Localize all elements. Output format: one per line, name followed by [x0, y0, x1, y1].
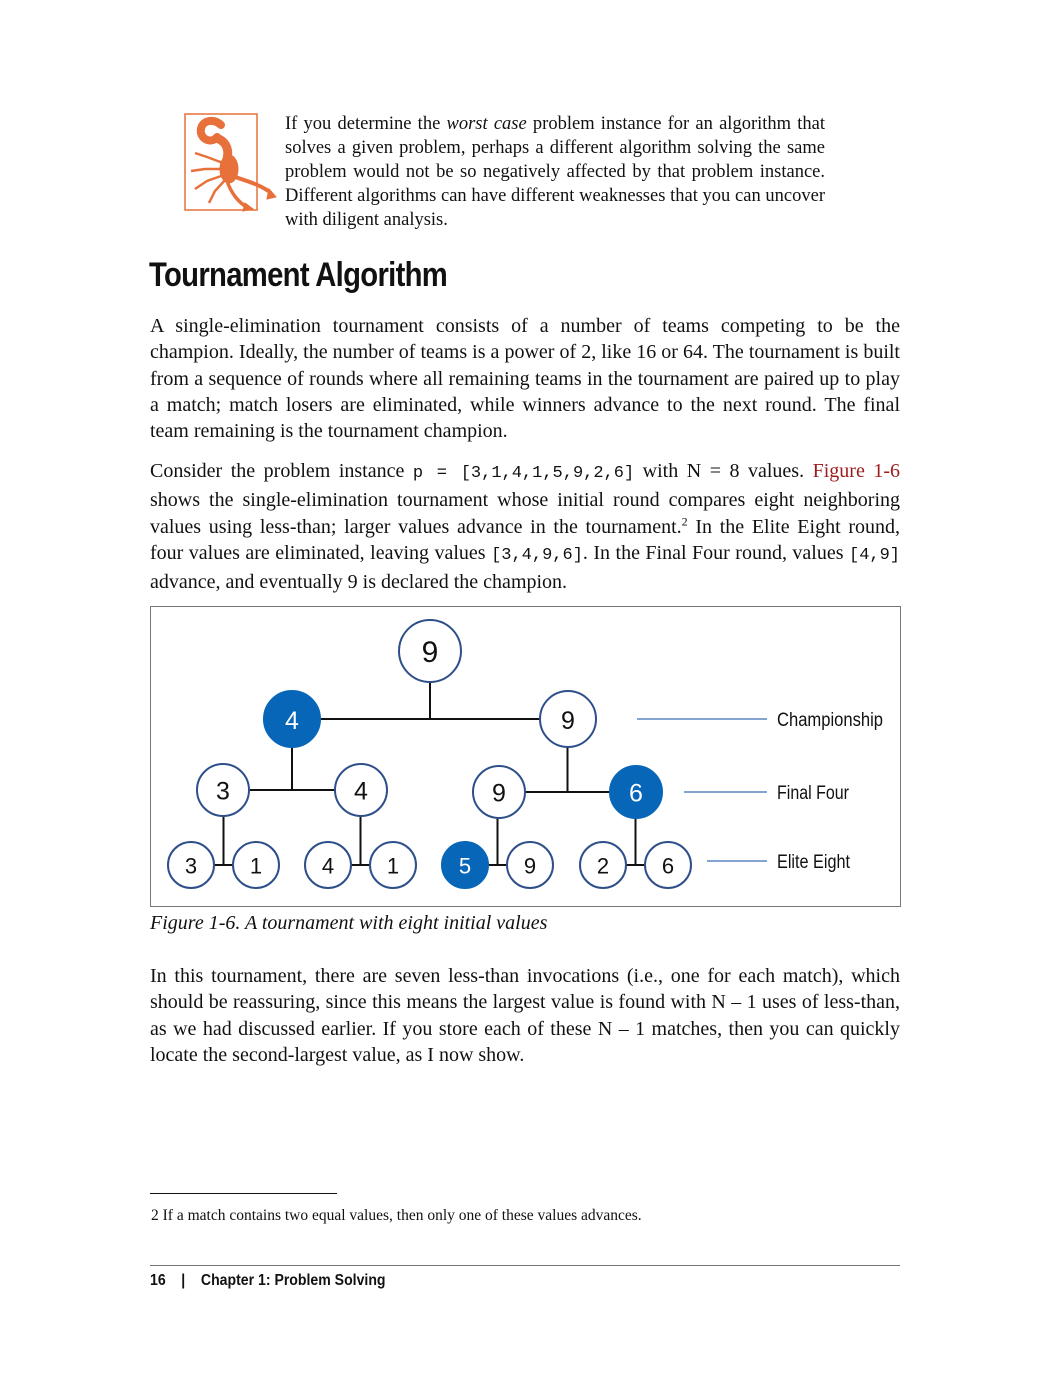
page-footer: 16 | Chapter 1: Problem Solving	[150, 1272, 386, 1289]
node-value: 1	[249, 853, 263, 879]
text-segment: shows the single-elimination tournament whose initial round compares eight neighboring values using less-than; larger values advance in the tournament.	[150, 489, 900, 538]
round-label: Final Four	[777, 783, 850, 804]
node-value: 9	[421, 636, 439, 670]
node-value: 2	[596, 853, 610, 879]
tree-node	[335, 764, 387, 816]
section-heading: Tournament Algorithm	[149, 256, 448, 294]
tree-node	[305, 842, 351, 888]
note-text-segment: problem instance for an algorithm that solves a given problem, perhaps a different algorithm solving the same problem would not be so negatively affected by that problem instance. Different algorithms can have different weaknesses that you can uncover with diligent analysis.	[285, 114, 825, 230]
code-text: p = [3,1,4,1,5,9,2,6]	[412, 464, 635, 483]
round-label: Elite Eight	[777, 852, 851, 873]
tree-node	[580, 842, 626, 888]
node-value: 1	[386, 853, 400, 879]
paragraph-conclusion: In this tournament, there are seven less-than invocations (i.e., one for each match), which should be reassuring, since this means the largest value is found with N – 1 uses of less-than, as we had discussed earlier. If you store each of these N – 1 matches, then you can quickly locate the second-largest value, as I now show.	[150, 965, 900, 1066]
tree-node	[370, 842, 416, 888]
text-segment: . In the Final Four round, values	[582, 541, 849, 564]
node-value: 4	[354, 777, 368, 806]
node-value: 5	[458, 853, 472, 879]
tree-node	[233, 842, 279, 888]
paragraph-problem-instance	[150, 458, 900, 595]
node-value: 4	[321, 853, 335, 879]
tournament-tree-diagram	[151, 607, 900, 906]
node-value: 9	[492, 779, 506, 808]
tree-node	[540, 691, 596, 747]
tree-node	[399, 620, 461, 682]
text-segment: In the Elite Eight round, four values are eliminated, leaving values	[150, 515, 900, 564]
tree-node	[168, 842, 214, 888]
node-value: 6	[661, 853, 675, 879]
figure-link[interactable]: Figure 1-6	[812, 460, 900, 482]
footer-divider	[150, 1265, 900, 1266]
footnote-divider	[150, 1193, 337, 1194]
text-segment: advance, and eventually 9 is declared the champion.	[150, 571, 568, 594]
node-value: 9	[561, 707, 575, 736]
scorpion-icon	[183, 113, 278, 213]
note-text-segment: If you determine the	[285, 114, 447, 134]
footnote-marker[interactable]: 2	[681, 513, 688, 528]
node-value: 4	[285, 707, 299, 736]
tournament-figure	[150, 606, 901, 907]
tree-node	[197, 764, 249, 816]
tree-node	[645, 842, 691, 888]
tree-node	[610, 766, 662, 818]
footnote: 2 If a match contains two equal values, then only one of these values advances.	[151, 1207, 642, 1224]
text-segment: Consider the problem instance	[150, 460, 413, 482]
node-value: 9	[523, 853, 537, 879]
code-text: [4,9]	[849, 545, 901, 565]
code-text: [3,4,9,6]	[491, 545, 583, 565]
node-value: 3	[184, 853, 198, 879]
figure-caption: Figure 1-6. A tournament with eight initial values	[150, 912, 548, 934]
round-label: Championship	[777, 710, 883, 731]
node-value: 6	[629, 779, 643, 808]
tree-node	[507, 842, 553, 888]
tree-node	[442, 842, 488, 888]
paragraph-intro: A single-elimination tournament consists of a number of teams competing to be the champion. Ideally, the number of teams is a power of 2, like 16 or 64. The tournament is built from a sequence of rounds where all remaining teams in the tournament are paired up to play a match; match losers are eliminated, while winners advance to the next round. The final team remaining is the tournament champion.	[150, 315, 900, 443]
warning-note-text	[285, 112, 825, 232]
node-value: 3	[216, 777, 230, 806]
emphasis-text: worst case	[446, 114, 527, 134]
tree-node	[473, 766, 525, 818]
text-segment: with N = 8 values.	[634, 460, 813, 482]
tree-node	[264, 691, 320, 747]
